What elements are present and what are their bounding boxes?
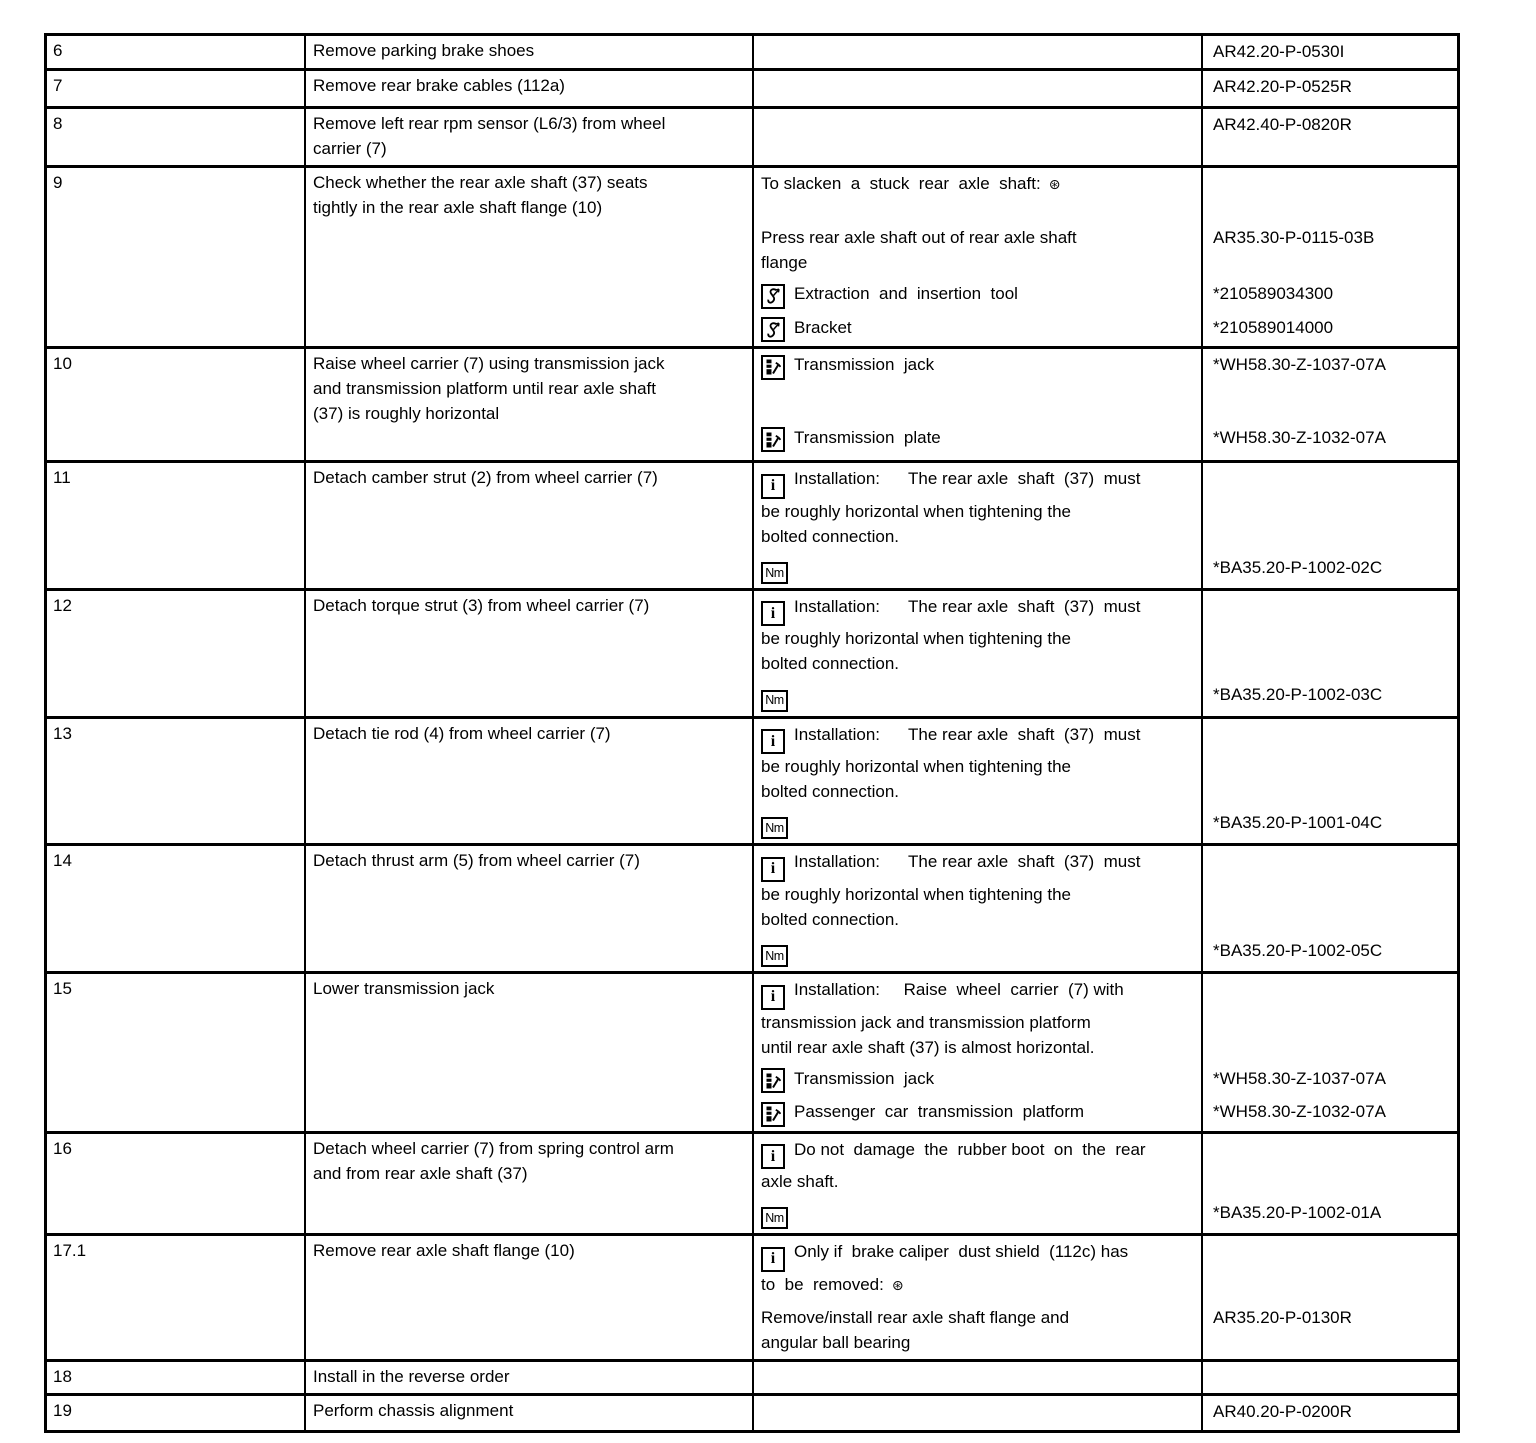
note-text [754, 848, 1201, 932]
document-ref [1201, 465, 1457, 549]
note-line [754, 976, 1457, 1060]
step-number: 8 [47, 109, 306, 165]
document-ref: *WH58.30-Z-1037-07A [1213, 355, 1386, 374]
note-text [754, 170, 1201, 198]
notes-and-refs [754, 1362, 1457, 1393]
note-label: Remove/install rear axle shaft flange and angular ball bearing [761, 1307, 1070, 1352]
note-text [754, 465, 1201, 549]
note-text [754, 1136, 1201, 1195]
notes-and-refs [754, 719, 1457, 844]
note-text [754, 1364, 1201, 1365]
special-tool-icon [761, 317, 785, 342]
note-text [754, 73, 1201, 99]
info-icon: i [761, 857, 785, 882]
note-text [754, 593, 1201, 677]
note-line [754, 1065, 1457, 1094]
step-description: Install in the reverse order [306, 1362, 754, 1393]
document-ref: *210589014000 [1213, 317, 1334, 337]
note-text [754, 424, 1201, 453]
document-ref: *WH58.30-Z-1032-07A [1213, 427, 1386, 447]
step-description: Lower transmission jack [306, 974, 754, 1131]
notes-and-refs [754, 349, 1457, 460]
note-line [754, 1136, 1457, 1195]
document-ref: *BA35.20-P-1002-03C [1213, 685, 1383, 705]
document-ref: *WH58.30-Z-1032-07A [1213, 1102, 1386, 1121]
table-row [47, 843, 1457, 971]
note-text [754, 554, 1201, 584]
note-text [754, 681, 1201, 711]
document-ref: *210589034300 [1213, 284, 1334, 303]
note-line [754, 1304, 1457, 1355]
info-icon: i [761, 474, 785, 499]
note-label: Installation: The rear axle shaft (37) must be roughly horizontal when tightening the bolted connection. [761, 596, 1141, 674]
step-number: 17.1 [47, 1236, 306, 1359]
torque-icon: Nm [761, 1207, 788, 1229]
document-ref: AR42.20-P-0530I [1213, 42, 1345, 61]
document-ref [1201, 1136, 1457, 1195]
document-ref: *BA35.20-P-1001-04C [1213, 813, 1383, 832]
torque-icon: Nm [761, 945, 788, 967]
document-ref [1201, 848, 1457, 932]
note-label: Transmission jack [794, 355, 935, 374]
note-label: Only if brake caliper dust shield (112c) has to be removed: [761, 1242, 1129, 1294]
document-ref: *BA35.20-P-1002-02C [1213, 557, 1383, 577]
step-number: 10 [47, 349, 306, 460]
table-row [47, 588, 1457, 716]
document-ref [1201, 1364, 1457, 1365]
document-ref: AR42.20-P-0525R [1213, 77, 1352, 96]
notes-and-refs [754, 463, 1457, 588]
note-line [754, 809, 1457, 839]
note-label: Extraction and insertion tool [794, 284, 1018, 303]
table-row [47, 460, 1457, 588]
note-text [754, 809, 1201, 839]
note-line [754, 280, 1457, 309]
note-text [754, 1098, 1201, 1127]
notes-and-refs [754, 591, 1457, 716]
note-label: Do not damage the rubber boot on the rear axle shaft. [761, 1139, 1146, 1191]
table-row [47, 1233, 1457, 1359]
note-text [754, 351, 1201, 380]
note-text [754, 111, 1201, 137]
note-line [754, 73, 1457, 99]
step-description: Raise wheel carrier (7) using transmission jack and transmission platform until rear axle shaft (37) is roughly horizontal [306, 349, 754, 460]
step-description: Perform chassis alignment [306, 1396, 754, 1430]
note-line [754, 351, 1457, 380]
step-description: Remove rear brake cables (112a) [306, 71, 754, 106]
note-line [754, 593, 1457, 677]
note-line [754, 681, 1457, 711]
document-ref: AR35.30-P-0115-03B [1213, 228, 1375, 247]
step-description: Remove rear axle shaft flange (10) [306, 1236, 754, 1359]
document-ref [1201, 721, 1457, 805]
note-text [754, 38, 1201, 64]
note-label: Bracket [794, 317, 852, 337]
step-number: 14 [47, 846, 306, 971]
document-ref: AR42.40-P-0820R [1213, 115, 1352, 134]
table-row [47, 971, 1457, 1131]
notes-and-refs [754, 109, 1457, 165]
note-label: Installation: Raise wheel carrier (7) with transmission jack and transmission platform until rear axle shaft (37) is almost horizontal. [761, 980, 1124, 1057]
note-text [754, 937, 1201, 967]
note-label: Passenger car transmission platform [794, 1102, 1085, 1121]
note-label: To slacken a stuck rear axle shaft: [761, 174, 1041, 193]
note-line [754, 224, 1457, 275]
notes-and-refs [754, 1134, 1457, 1234]
note-line [754, 465, 1457, 549]
document-ref [1201, 976, 1457, 1060]
table-row [47, 106, 1457, 165]
step-description: Detach torque strut (3) from wheel carrier (7) [306, 591, 754, 716]
table-row [47, 36, 1457, 68]
document-ref: *BA35.20-P-1002-01A [1213, 1203, 1382, 1222]
notes-and-refs [754, 1236, 1457, 1359]
note-line [754, 314, 1457, 343]
note-line [754, 1238, 1457, 1299]
note-text [754, 1199, 1201, 1229]
note-label: Transmission plate [794, 427, 941, 447]
note-text [754, 280, 1201, 309]
workshop-equipment-icon [761, 427, 785, 452]
table-row [47, 1131, 1457, 1234]
note-line [754, 1364, 1457, 1365]
note-line [754, 1398, 1457, 1424]
note-line [754, 1199, 1457, 1229]
info-icon: i [761, 1144, 785, 1169]
notes-and-refs [754, 36, 1457, 68]
note-text [754, 1398, 1201, 1424]
info-icon: i [761, 1247, 785, 1272]
note-line [754, 848, 1457, 932]
note-label: Installation: The rear axle shaft (37) must be roughly horizontal when tightening the bolted connection. [761, 469, 1141, 546]
note-label: Press rear axle shaft out of rear axle shaft flange [761, 228, 1077, 272]
step-description: Detach tie rod (4) from wheel carrier (7) [306, 719, 754, 844]
info-icon: i [761, 985, 785, 1010]
step-number: 6 [47, 36, 306, 68]
step-number: 15 [47, 974, 306, 1131]
note-text [754, 224, 1201, 275]
table-row [47, 68, 1457, 106]
note-line [754, 554, 1457, 584]
note-line [754, 170, 1457, 198]
notes-and-refs [754, 974, 1457, 1131]
table-row [47, 1393, 1457, 1430]
note-line [754, 937, 1457, 967]
info-icon: i [761, 601, 785, 626]
notes-and-refs [754, 168, 1457, 346]
note-text [754, 1065, 1201, 1094]
step-number: 7 [47, 71, 306, 106]
torque-icon: Nm [761, 690, 788, 712]
table-row [47, 165, 1457, 346]
circled-asterisk-icon: ⊛ [891, 1277, 904, 1294]
step-number: 13 [47, 719, 306, 844]
workshop-equipment-icon [761, 1102, 785, 1127]
note-label: Installation: The rear axle shaft (37) must be roughly horizontal when tightening the bolted connection. [761, 852, 1141, 929]
document-ref: *BA35.20-P-1002-05C [1213, 940, 1383, 960]
note-text [754, 314, 1201, 343]
note-text [754, 976, 1201, 1060]
table-row [47, 716, 1457, 844]
note-line [754, 1098, 1457, 1127]
document-ref: AR40.20-P-0200R [1213, 1401, 1352, 1421]
note-line [754, 38, 1457, 64]
table-row [47, 1359, 1457, 1393]
special-tool-icon [761, 284, 785, 309]
note-label: Installation: The rear axle shaft (37) must be roughly horizontal when tightening the bolted connection. [761, 724, 1141, 801]
torque-icon: Nm [761, 817, 788, 839]
note-text [754, 721, 1201, 805]
step-description: Detach camber strut (2) from wheel carrier (7) [306, 463, 754, 588]
document-ref: AR35.20-P-0130R [1213, 1307, 1352, 1327]
step-description: Detach thrust arm (5) from wheel carrier (7) [306, 846, 754, 971]
step-number: 12 [47, 591, 306, 716]
document-ref [1201, 1238, 1457, 1299]
step-number: 11 [47, 463, 306, 588]
document-ref [1201, 170, 1457, 198]
note-line [754, 111, 1457, 137]
document-ref: *WH58.30-Z-1037-07A [1213, 1068, 1386, 1088]
step-number: 18 [47, 1362, 306, 1393]
workshop-equipment-icon [761, 355, 785, 380]
note-line [754, 721, 1457, 805]
step-description: Remove parking brake shoes [306, 36, 754, 68]
table-row [47, 346, 1457, 460]
note-text [754, 1238, 1201, 1299]
step-description: Remove left rear rpm sensor (L6/3) from wheel carrier (7) [306, 109, 754, 165]
step-number: 16 [47, 1134, 306, 1234]
step-number: 19 [47, 1396, 306, 1430]
torque-icon: Nm [761, 562, 788, 584]
document-ref [1201, 593, 1457, 677]
circled-asterisk-icon: ⊛ [1048, 177, 1061, 193]
step-description: Detach wheel carrier (7) from spring control arm and from rear axle shaft (37) [306, 1134, 754, 1234]
notes-and-refs [754, 1396, 1457, 1430]
notes-and-refs [754, 846, 1457, 971]
step-description: Check whether the rear axle shaft (37) seats tightly in the rear axle shaft flange (10) [306, 168, 754, 346]
note-label: Transmission jack [794, 1068, 935, 1088]
note-line [754, 424, 1457, 453]
procedure-table [44, 33, 1460, 1433]
workshop-equipment-icon [761, 1068, 785, 1093]
notes-and-refs [754, 71, 1457, 106]
step-number: 9 [47, 168, 306, 346]
info-icon: i [761, 729, 785, 754]
note-text [754, 1304, 1201, 1355]
